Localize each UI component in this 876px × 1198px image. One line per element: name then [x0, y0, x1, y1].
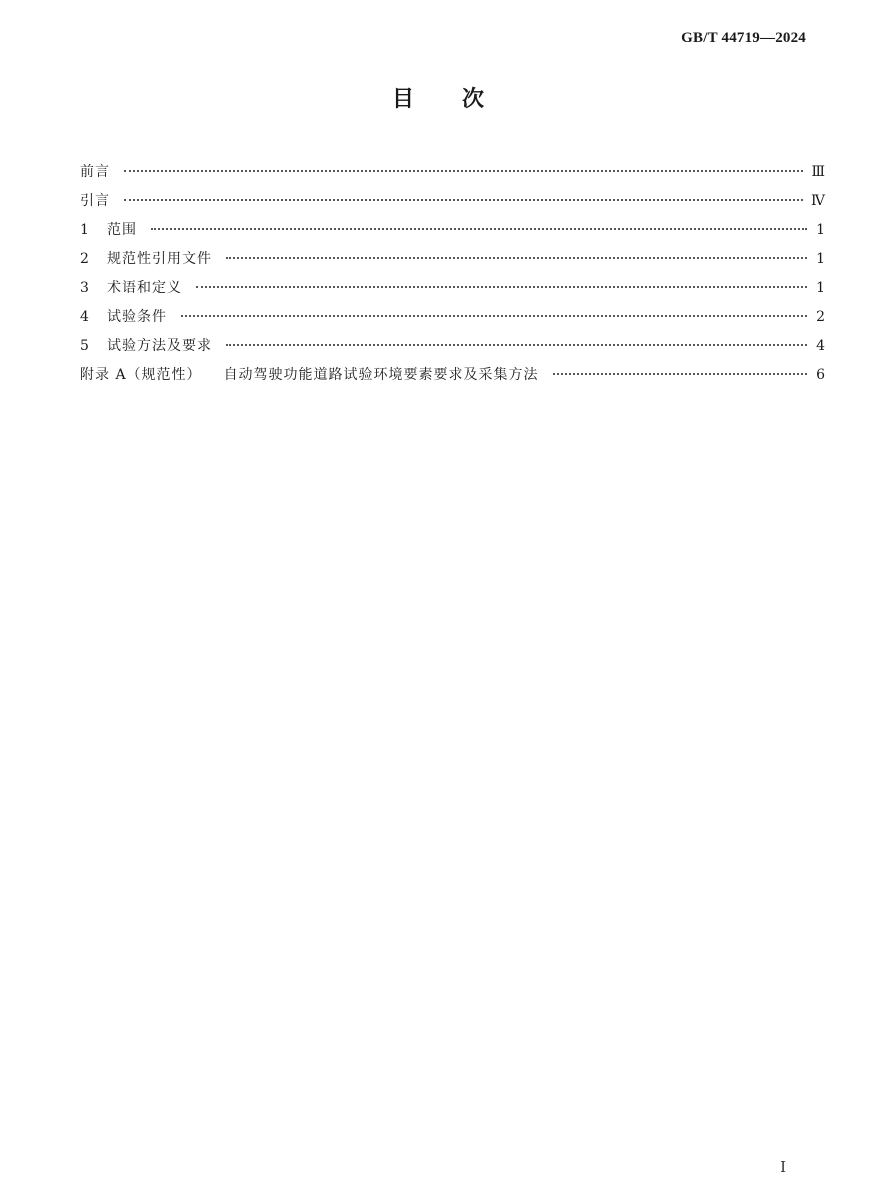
toc-entry-label: 范围	[107, 222, 137, 238]
toc-entry-label: 试验方法及要求	[107, 338, 212, 354]
toc-entry-foreword[interactable]	[80, 162, 825, 191]
toc-entry-page: 1	[816, 280, 825, 296]
toc-entry-label: 试验条件	[107, 309, 167, 325]
toc-entry-label: 术语和定义	[107, 280, 182, 296]
toc-entry-scope[interactable]	[80, 220, 825, 249]
toc-entry-test-conditions[interactable]	[80, 307, 825, 336]
toc-leader-dots	[124, 199, 803, 201]
toc-entry-normative-references[interactable]	[80, 249, 825, 278]
toc-leader-dots	[181, 315, 807, 317]
toc-entry-introduction[interactable]	[80, 191, 825, 220]
toc-entry-page: 1	[816, 251, 825, 267]
standard-number: GB/T 44719—2024	[681, 30, 806, 46]
toc-entry-label: 引言	[80, 193, 110, 209]
toc-entry-label: 自动驾驶功能道路试验环境要素要求及采集方法	[223, 367, 539, 383]
toc-leader-dots	[553, 373, 807, 375]
toc-entry-number: 4	[80, 309, 89, 325]
toc-entry-page: 4	[816, 338, 825, 354]
toc-entry-page: Ⅳ	[811, 193, 825, 209]
page-number: I	[780, 1158, 786, 1176]
toc-leader-dots	[151, 228, 807, 230]
toc-entry-number: 1	[80, 222, 89, 238]
toc-leader-dots	[124, 170, 803, 172]
table-of-contents	[80, 162, 825, 394]
toc-entry-label: 前言	[80, 164, 110, 180]
toc-leader-dots	[226, 257, 807, 259]
toc-entry-number: 3	[80, 280, 89, 296]
toc-appendix-id: 附录 A（规范性）	[80, 367, 202, 383]
toc-leader-dots	[226, 344, 807, 346]
toc-entry-page: 2	[816, 309, 825, 325]
toc-leader-dots	[196, 286, 807, 288]
page-title: 目次	[391, 87, 532, 112]
toc-entry-page: 1	[816, 222, 825, 238]
toc-entry-appendix-a[interactable]	[80, 365, 825, 394]
toc-entry-number: 5	[80, 338, 89, 354]
toc-entry-page: Ⅲ	[811, 164, 825, 180]
toc-entry-label: 规范性引用文件	[107, 251, 212, 267]
toc-entry-terms-definitions[interactable]	[80, 278, 825, 307]
toc-entry-page: 6	[816, 367, 825, 383]
toc-entry-test-methods[interactable]	[80, 336, 825, 365]
toc-entry-number: 2	[80, 251, 89, 267]
